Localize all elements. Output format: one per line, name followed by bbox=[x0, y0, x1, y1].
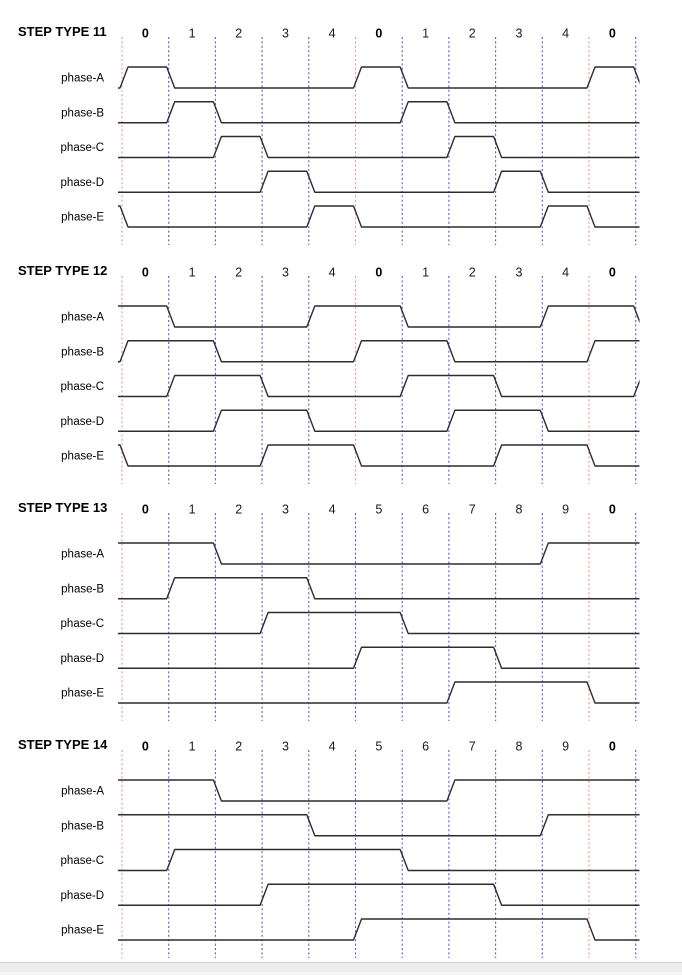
step-label: 2 bbox=[235, 739, 243, 754]
waveform-phase-D bbox=[118, 410, 640, 431]
step-label: 0 bbox=[375, 26, 383, 41]
waveform-phase-B bbox=[118, 578, 640, 599]
step-label: 1 bbox=[188, 739, 196, 754]
step-label: 0 bbox=[608, 26, 616, 41]
phase-label: phase-B bbox=[61, 583, 104, 596]
waveform-phase-D bbox=[118, 647, 640, 668]
phase-label: phase-D bbox=[60, 889, 104, 902]
phase-label: phase-D bbox=[60, 176, 104, 189]
waveform-phase-C bbox=[118, 376, 642, 397]
waveform-phase-B bbox=[118, 815, 640, 836]
step-label: 0 bbox=[141, 26, 149, 41]
step-label: 2 bbox=[235, 265, 243, 280]
phase-label: phase-A bbox=[61, 72, 104, 85]
step-label: 9 bbox=[562, 739, 570, 754]
step-label: 2 bbox=[235, 26, 243, 41]
phase-label: phase-E bbox=[61, 687, 104, 700]
waveform-phase-C bbox=[118, 137, 640, 158]
phase-label: phase-A bbox=[61, 311, 104, 324]
step-label: 5 bbox=[375, 739, 383, 754]
step-label: 7 bbox=[468, 739, 476, 754]
step-label: 0 bbox=[608, 739, 616, 754]
step-label: 2 bbox=[468, 265, 476, 280]
step-label: 3 bbox=[281, 265, 289, 280]
step-label: 3 bbox=[281, 26, 289, 41]
page-bottom-border bbox=[0, 962, 682, 972]
phase-label: phase-A bbox=[61, 785, 104, 798]
step-label: 4 bbox=[328, 265, 336, 280]
phase-label: phase-C bbox=[60, 855, 104, 867]
waveform-phase-A bbox=[118, 543, 640, 564]
phase-label: phase-B bbox=[61, 820, 104, 833]
waveform-phase-D bbox=[118, 884, 640, 905]
step-label: 3 bbox=[515, 26, 523, 41]
phase-label: phase-E bbox=[61, 211, 104, 224]
waveform-phase-A bbox=[118, 67, 642, 88]
waveform-phase-A bbox=[118, 780, 640, 801]
step-label: 1 bbox=[188, 26, 196, 41]
phase-label: phase-C bbox=[60, 142, 104, 154]
waveform-phase-E bbox=[118, 682, 640, 703]
step-label: 0 bbox=[375, 265, 383, 280]
step-label: 4 bbox=[328, 739, 336, 754]
waveform-phase-E bbox=[118, 206, 640, 227]
step-label: 6 bbox=[422, 739, 430, 754]
step-label: 9 bbox=[562, 502, 570, 517]
step-label: 0 bbox=[141, 502, 149, 517]
phase-label: phase-D bbox=[60, 415, 104, 428]
step-label: 4 bbox=[328, 26, 336, 41]
step-label: 3 bbox=[281, 739, 289, 754]
phase-label: phase-B bbox=[61, 346, 104, 359]
phase-label: phase-D bbox=[60, 652, 104, 665]
phase-label: phase-A bbox=[61, 548, 104, 561]
step-label: 0 bbox=[608, 265, 616, 280]
waveform-phase-A bbox=[118, 306, 642, 327]
step-label: 8 bbox=[515, 739, 523, 754]
step-label: 0 bbox=[608, 502, 616, 517]
waveform-phase-D bbox=[118, 171, 640, 192]
step-label: 8 bbox=[515, 502, 523, 517]
step-label: 3 bbox=[515, 265, 523, 280]
phase-label: phase-E bbox=[61, 924, 104, 937]
waveform-phase-E bbox=[118, 919, 640, 940]
step-label: 1 bbox=[188, 502, 196, 517]
step-label: 4 bbox=[562, 26, 570, 41]
panel-title: STEP TYPE 13 bbox=[18, 500, 108, 515]
panel-title: STEP TYPE 14 bbox=[18, 737, 108, 752]
panel-title: STEP TYPE 12 bbox=[18, 263, 108, 278]
step-label: 1 bbox=[422, 265, 430, 280]
waveform-phase-C bbox=[118, 613, 640, 634]
waveform-phase-E bbox=[118, 445, 640, 466]
step-label: 0 bbox=[141, 265, 149, 280]
step-label: 3 bbox=[281, 502, 289, 517]
step-label: 5 bbox=[375, 502, 383, 517]
step-label: 6 bbox=[422, 502, 430, 517]
phase-label: phase-B bbox=[61, 107, 104, 120]
waveform-phase-B bbox=[118, 102, 640, 123]
waveform-phase-B bbox=[118, 341, 640, 362]
step-label: 4 bbox=[328, 502, 336, 517]
step-label: 2 bbox=[235, 502, 243, 517]
phase-label: phase-C bbox=[60, 381, 104, 393]
phase-label: phase-E bbox=[61, 450, 104, 463]
step-label: 4 bbox=[562, 265, 570, 280]
step-label: 7 bbox=[468, 502, 476, 517]
step-label: 0 bbox=[141, 739, 149, 754]
panel-title: STEP TYPE 11 bbox=[18, 24, 107, 39]
phase-label: phase-C bbox=[60, 618, 104, 630]
waveform-phase-C bbox=[118, 850, 640, 871]
step-label: 2 bbox=[468, 26, 476, 41]
step-label: 1 bbox=[188, 265, 196, 280]
step-label: 1 bbox=[422, 26, 430, 41]
